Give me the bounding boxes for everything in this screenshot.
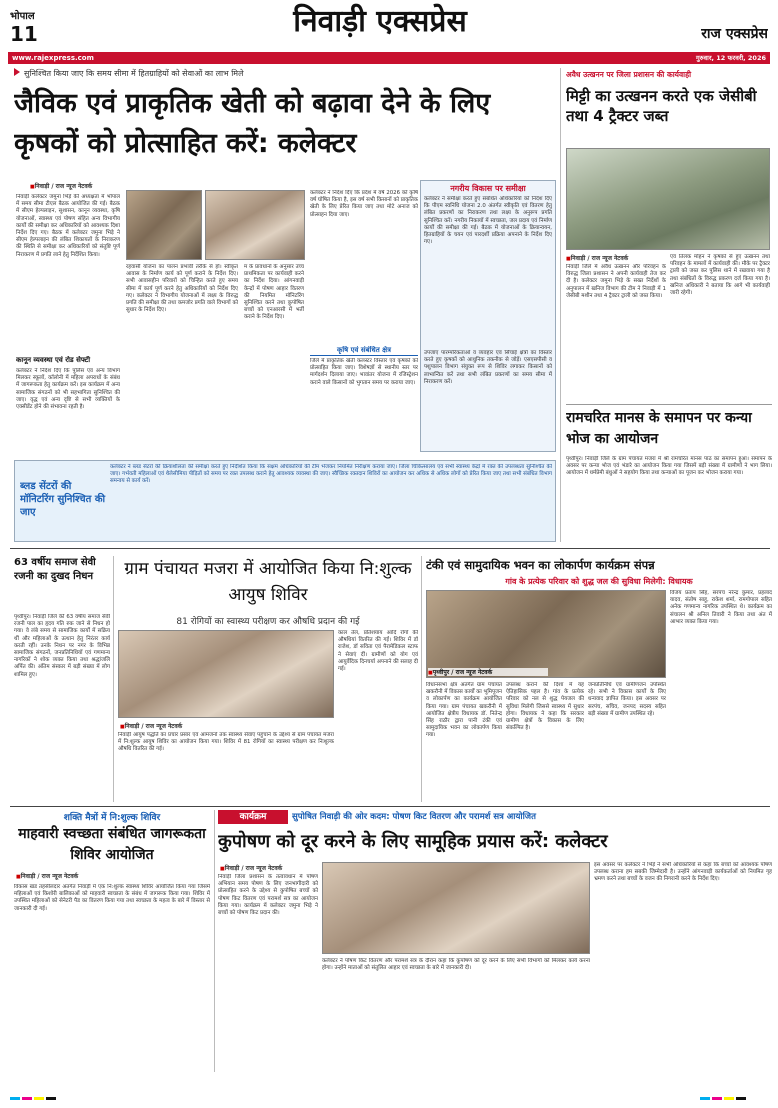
right2-headline: रामचरित मानस के समापन पर कन्या भोज का आयोजन — [566, 410, 752, 447]
shakti-body: विकास खंड तहसीलदार अंतर्गत निवाड़ी में एक नि:शुल्क स्वास्थ्य शिविर आयोजित किया गया जिसमें महिलाओं एवं किशोरी बालिकाओं को माहवारी स्वच्छता के संबंध में जागरूक किया गया। शिविर में उपस्थित महिलाओं को सेनेटरी पैड का वितरण किया गया तथा स्वच्छता के महत्व के बारे में विस्तार से जानकारी दी गई। — [14, 884, 210, 912]
bottom-body-3: इस अवसर पर कलेक्टर ने भिड़े ने सभी अधिकारियों से कहा कि बच्चों को आवश्यक पोषण उपलब्ध कराना हम सबकी जिम्मेदारी है। उन्होंने आंगनवाड़ी कार्यकर्ताओं को नियमित गृह भ्रमण करने तथा बच्चों के वजन की निगरानी करने के निर्देश दिए। — [594, 862, 772, 883]
tanki-body-3: जनप्रतिनिधि एवं ग्रामीणजन उपस्थित रहे। सभी ने विकास कार्यों के लिए धन्यवाद ज्ञापित किया। इस अवसर पर सरपंच, सचिव, जनपद सदस्य सहित बड़ी संख्या में ग्रामीण उपस्थित रहे। — [588, 682, 666, 717]
site-url[interactable]: www.rajexpress.com — [12, 54, 94, 62]
brand-logo: राज एक्सप्रेस — [701, 26, 768, 42]
shakti-headline: माहवारी स्वच्छता संबंधित जागरूकता शिविर आयोजित — [18, 826, 206, 863]
tanki-body-1: विधानसभा क्षेत्र अंतर्गत ग्राम पंचायत खकरौनी में विकास कार्यों का भूमिपूजन व लोकार्पण का कार्यक्रम आयोजित किया गया। ग्राम पंचायत खकरौनी में आयोजित क्षेत्रीय विधायक डॉ. नितेन्द्र सिंह राठौर द्वारा पानी टंकी एवं सामुदायिक भवन का लोकार्पण किया गया। — [426, 682, 502, 739]
ayush-byline: ■ निवाड़ी / राज न्यूज नेटवर्क — [120, 722, 280, 730]
tanki-body-4: विजय प्रताप सिंह, सरपंच नरेन्द्र कुमार, प्रहलाद यादव, संतोष साहू, राकेश शर्मा, रामगोपाल सहित अनेक गणमान्य नागरिक उपस्थित थे। कार्यक्रम का संचालन श्री अनिल तिवारी ने किया तथा अंत में आभार व्यक्त किया गया। — [670, 590, 772, 625]
tanki-byline: ■ पृथ्वीपुर / राज न्यूज नेटवर्क — [428, 668, 548, 676]
swatch-magenta — [22, 1097, 32, 1100]
lead-body-5b: जिले में प्राकृतिक खेती कलस्टर विस्तार एवं कृषकों को प्रोत्साहित किया जाए। विशेषज्ञों से स्थानीय स्तर पर मार्गदर्शन दिलाया जाए। भावांतर योजना में रजिस्ट्रेशन कराने वाले किसानों को भुगतान समय पर कराया जाए। — [310, 358, 418, 386]
ayush-subhead: 81 रोगियों का स्वास्थ्य परीक्षण कर औषधि प्रदान की गई — [176, 617, 360, 627]
lead-headline: जैविक एवं प्राकृतिक खेती को बढ़ावा देने के लिए कृषकों को प्रोत्साहित करें: कलेक्टर — [14, 88, 491, 159]
obit-body: पृथ्वीपुर। निवाड़ी जिले की 63 वर्षीय समाज सेवी रजनी पाल का हृदय गति रुक जाने से निधन हो गया। वे लंबे समय से सामाजिक कार्यों में सक्रिय थीं और महिलाओं के उत्थान हेतु निरंतर कार्य करती रहीं। उनके निधन पर नगर के विभिन्न सामाजिक संगठनों, जनप्रतिनिधियों एवं गणमान्य नागरिकों ने शोक व्यक्त किया तथा श्रद्धांजलि अर्पित की। अंतिम संस्कार में बड़ी संख्या में लोग शामिल हुए। — [14, 614, 110, 678]
urban-box-title: नगरीय विकास पर समीक्षा — [450, 184, 526, 193]
lead-photo-1 — [126, 190, 202, 260]
right1-headline: मिट्टी का उत्खनन करते एक जेसीबी तथा 4 ट्रैक्टर जब्त — [566, 87, 757, 125]
lead-body-4: म के प्रावधानों के अनुसार उच्च प्राथमिकता पर कार्यवाही करने का निर्देश दिया। आंगनवाड़ी केन्द्रों में पोषण आहार वितरण की नियमित मॉनिटरिंग सुनिश्चित करने तथा कुपोषित बच्चों को एनआरसी में भर्ती कराने के निर्देश दिए। — [244, 264, 304, 321]
lead-body-5a: कलेक्टर ने निर्देश दिए कि प्रदेश में वर्ष 2026 को कृषि वर्ष घोषित किया है, इस वर्ष सभी किसानों को प्राकृतिक खेती के लिए प्रेरित किया जाए तथा मोटे अनाज को प्रोत्साहन दिया जाए। — [310, 190, 418, 218]
right1-byline: ■ निवाड़ी / राज न्यूज नेटवर्क — [566, 254, 676, 262]
tanki-body-2: उपलब्ध कराने की दिशा में यह ऐतिहासिक पहल है। गांव के प्रत्येक परिवार को नल से शुद्ध पेयजल की सुविधा मिलेगी जिससे स्वास्थ्य में सुधार होगा। विधायक ने कहा कि सरकार ग्रामीण क्षेत्रों के विकास के लिए संकल्पित है। — [506, 682, 584, 732]
ayush-headline: ग्राम पंचायत मजरा में आयोजित किया नि:शुल्क आयुष शिविर — [124, 559, 412, 605]
right1-photo — [566, 148, 770, 250]
lead-kicker-text: सुनिश्चित किया जाए कि समय सीमा में हितग्राहियों को सेवाओं का लाभ मिले — [24, 69, 244, 78]
bottom-kicker-tag: कार्यक्रम — [218, 810, 288, 824]
lead-subhead-2: कृषि एवं संबंधित क्षेत्र — [310, 346, 418, 356]
bottom-byline: ■ निवाड़ी / राज न्यूज नेटवर्क — [220, 864, 380, 872]
shakti-byline: ■ निवाड़ी / राज न्यूज नेटवर्क — [16, 872, 176, 880]
tanki-subhead: गांव के प्रत्येक परिवार को शुद्ध जल की सुविधा मिलेगी: विधायक — [505, 577, 693, 586]
urban-box-body-2: उपजाए पारम्परिकताओं व व्यवहार एवं सिंचाई क्षेत्रों का विस्तार करते हुए कृषकों को आधुनिक तकनीक से जोड़ें। एसएसपीसी व पशुपालन विभाग संयुक्त रूप से शिविर लगाकर किसानों को लाभान्वित करें तथा सभी लंबित प्रकरणों का समय सीमा में निराकरण करें। — [424, 350, 552, 385]
bottom-body-2: कलेक्टर ने पोषण किट वितरण और परामर्श सत्र के दौरान कहा कि कुपोषण को दूर करने के लिए सभी विभागों को मिलकर कार्य करना होगा। उन्होंने माताओं को संतुलित आहार एवं स्वच्छता के बारे में जानकारी दी। — [322, 958, 590, 972]
swatch-black-r — [736, 1097, 746, 1100]
right2-body: पृथ्वीपुर। निवाड़ी जिले के ग्राम पंचायत मजरा में श्री रामचरित मानस पाठ का समापन हुआ। समापन के अवसर पर कन्या भोज एवं भंडारे का आयोजन किया गया जिसमें बड़ी संख्या में ग्रामीणों ने भाग लिया। आयोजन में धर्मप्रेमी बंधुओं ने सहयोग किया तथा कन्याओं का पूजन कर भोजन कराया गया। — [566, 456, 772, 477]
color-registration-strip-right — [700, 1090, 770, 1100]
lead-byline: ■ निवाड़ी / राज न्यूज नेटवर्क — [30, 182, 170, 190]
shakti-kicker: शक्ति मैत्रों में नि:शुल्क शिविर — [63, 813, 161, 823]
swatch-cyan-r — [700, 1097, 710, 1100]
bottom-body-1: निवाड़ी जिला प्रशासन के तत्वावधान में पोषण अभियान समय पोषण के लिए जनभागीदारी को प्रोत्साहित करने के उद्देश्य से कुपोषित बच्चों को पोषण किट वितरण एवं परामर्श सत्र का आयोजन किया गया। कार्यक्रम में कलेक्टर जमुना भिड़े ने बच्चों को पोषण किट प्रदान की। — [218, 874, 318, 917]
lead-photo-2 — [205, 190, 305, 260]
swatch-black — [46, 1097, 56, 1100]
bottom-headline: कुपोषण को दूर करने के लिए सामूहिक प्रयास करें: कलेक्टर — [218, 831, 608, 852]
color-registration-strip — [10, 1090, 210, 1100]
swatch-magenta-r — [712, 1097, 722, 1100]
blood-box-body: कलेक्टर ने ब्लड सेंटरों की क्रियाशीलता की समीक्षा करते हुए निर्देशित किया कि सक्षम अधिकारियों की टीम भेजकर नियमित निरीक्षण कराया जाए। जिला चिकित्सालय एवं सभी स्वास्थ्य केंद्रों में रक्त की उपलब्धता सुनिश्चित की जाए। गर्भवती महिलाओं एवं थैलेसीमिया पीड़ितों को समय पर रक्त उपलब्ध कराने हेतु आवश्यक व्यवस्था की जाए। स्वैच्छिक रक्तदान शिविरों का आयोजन कर अधिक से अधिक लोगों को प्रेरित किया जाए तथा सभी संबंधित विभाग समन्वय से कार्य करें। — [110, 464, 552, 485]
right1-kicker: अवैध उत्खनन पर जिला प्रशासन की कार्यवाही — [566, 70, 692, 79]
ayush-photo — [118, 630, 334, 718]
tanki-photo — [426, 590, 666, 678]
lead-kicker — [14, 68, 514, 80]
ayush-body-2: काल तेल, प्रतिशयाय आदि रोगों की औषधियां वितरित की गईं। शिविर में डॉ राजेश, डॉ सविता एवं पैरामेडिकल स्टाफ ने सेवाएं दीं। ग्रामीणों को योग एवं आयुर्वेदिक दिनचर्या अपनाने की सलाह दी गई। — [338, 630, 418, 673]
lead-body-3: रहवासी योजना का पालन प्रभावी तरीके से हो। स्वीकृत आवास के निर्माण कार्य को पूर्ण कराने के निर्देश दिए। सभी आवासहीन परिवारों को चिन्हित करते हुए समय सीमा में कार्य पूर्ण करने हेतु अधिकारियों को निर्देश दिए गए। कलेक्टर ने विभागीय योजनाओं में लक्ष्य के विरुद्ध प्रगति की समीक्षा की तथा कमजोर प्रगति वाले विभागों को सुधार के निर्देश दिए। — [126, 264, 238, 314]
tanki-headline: टंकी एवं सामुदायिक भवन का लोकार्पण कार्यक्रम संपन्न — [426, 558, 655, 572]
urban-box-body: कलेक्टर ने समीक्षा करते हुए संबंधित अधिकारियों को निर्देश दिए कि पीएम स्वनिधि योजना 2.0 अंतर्गत स्वीकृति एवं वितरण हेतु लंबित प्रकरणों का निराकरण तथा लक्ष्य के अनुरूप प्रगति सुनिश्चित करें। नगरीय निकायों में स्वच्छता, जल प्रदाय एवं निर्माण कार्यों की समीक्षा की गई। बैठक में योजनाओं के क्रियान्वयन, हितग्राहियों के चयन एवं पारदर्शी प्रक्रिया अपनाने के निर्देश दिए गए। — [424, 196, 552, 246]
masthead-title: निवाड़ी एक्सप्रेस — [293, 4, 467, 39]
lead-subhead-1: कानून व्यवस्था एवं रोड सेफ्टी — [16, 356, 91, 364]
right1-body-2: एवं तिलक मोहन ने कृषकों से हुए उत्खनन तथा परिवहन के मामलों में कार्यवाही की। मौके पर ट्रैक्टर ट्राली को जब्त कर पुलिस थाने में रखवाया गया है तथा संबंधितों के विरुद्ध प्रकरण दर्ज किया गया है। खनिज अधिकारी ने बताया कि आगे भी कार्यवाही जारी रहेगी। — [670, 254, 770, 297]
ayush-body-1: निवाड़ी आयुष पद्धति का प्रचार प्रसार एवं आमजनों तक स्वास्थ्य सेवाएं पहुंचाने के उद्देश्य से ग्राम पंचायत मजरा में नि:शुल्क आयुष शिविर का आयोजन किया गया। शिविर में 81 रोगियों का स्वास्थ्य परीक्षण कर निःशुल्क औषधि वितरित की गई। — [118, 732, 334, 753]
lead-body-1: निवाड़ी कलेक्टर जमुना भिड़े की अध्यक्षता में भोपाल में समय सीमा टीएल बैठक आयोजित की गई। बैठक में सीएम हेल्पलाइन, सुशासन, कानून व्यवस्था, कृषि योजनाओं, स्वास्थ्य एवं पोषण संहित अन्य विभागीय कार्यों की समीक्षा कर अधिकारियों को आवश्यक दिशा निर्देश दिए गए। बैठक में कलेक्टर जमुना भिड़े ने सीएम हेल्पलाइन की लंबित शिकायतों के निराकरण की स्थिति से समीक्षा कर अधिकारियों को संतुष्टि पूर्ण निराकरण में प्रगति लाने हेतु निर्देशित किया। — [16, 194, 120, 258]
swatch-yellow — [34, 1097, 44, 1100]
bottom-kicker-text: सुपोषित निवाड़ी की ओर कदम: पोषण किट वितरण और परामर्श सत्र आयोजित — [292, 812, 536, 822]
obit-headline: 63 वर्षीय समाज सेवी रजनी का दुखद निधन — [14, 557, 96, 582]
swatch-cyan — [10, 1097, 20, 1100]
right1-body-1: निवाड़ी जिले में अवैध उत्खनन और परिवहन के विरुद्ध जिला प्रशासन ने अपनी कार्यवाही तेज कर दी है। कलेक्टर जमुना भिड़े के सख्त निर्देशों के अनुपालन में खनिज विभाग की टीम ने निवाड़ी में 1 जेसीबी मशीन तथा 4 ट्रैक्टर ट्राली को जब्त किया। — [566, 264, 666, 299]
page-city: भोपाल — [10, 11, 35, 22]
bottom-photo — [322, 862, 590, 954]
swatch-yellow-r — [724, 1097, 734, 1100]
blood-box-title: ब्लड सेंटरों की मॉनिटरिंग सुनिश्चित की जाए — [20, 481, 106, 518]
issue-date: गुरुवार, 12 फरवरी, 2026 — [696, 54, 766, 62]
lead-body-2: कलेक्टर ने निर्देश दिए कि पुलिस एवं अन्य विभाग मिलकर स्कूलों, कॉलोनी में महिला अपराधों के संबंध में जागरूकता हेतु कार्यक्रम करें। इस कार्यक्रम में अन्य सामाजिक संगठनों को भी सहभागिता सुनिश्चित की जाए। वृद्ध एवं अन्य दृष्टि से सभी व्यक्तियों के एक्सीडेंट होने की संभावना रहती है। — [16, 368, 120, 411]
page-number: 11 — [10, 22, 38, 46]
